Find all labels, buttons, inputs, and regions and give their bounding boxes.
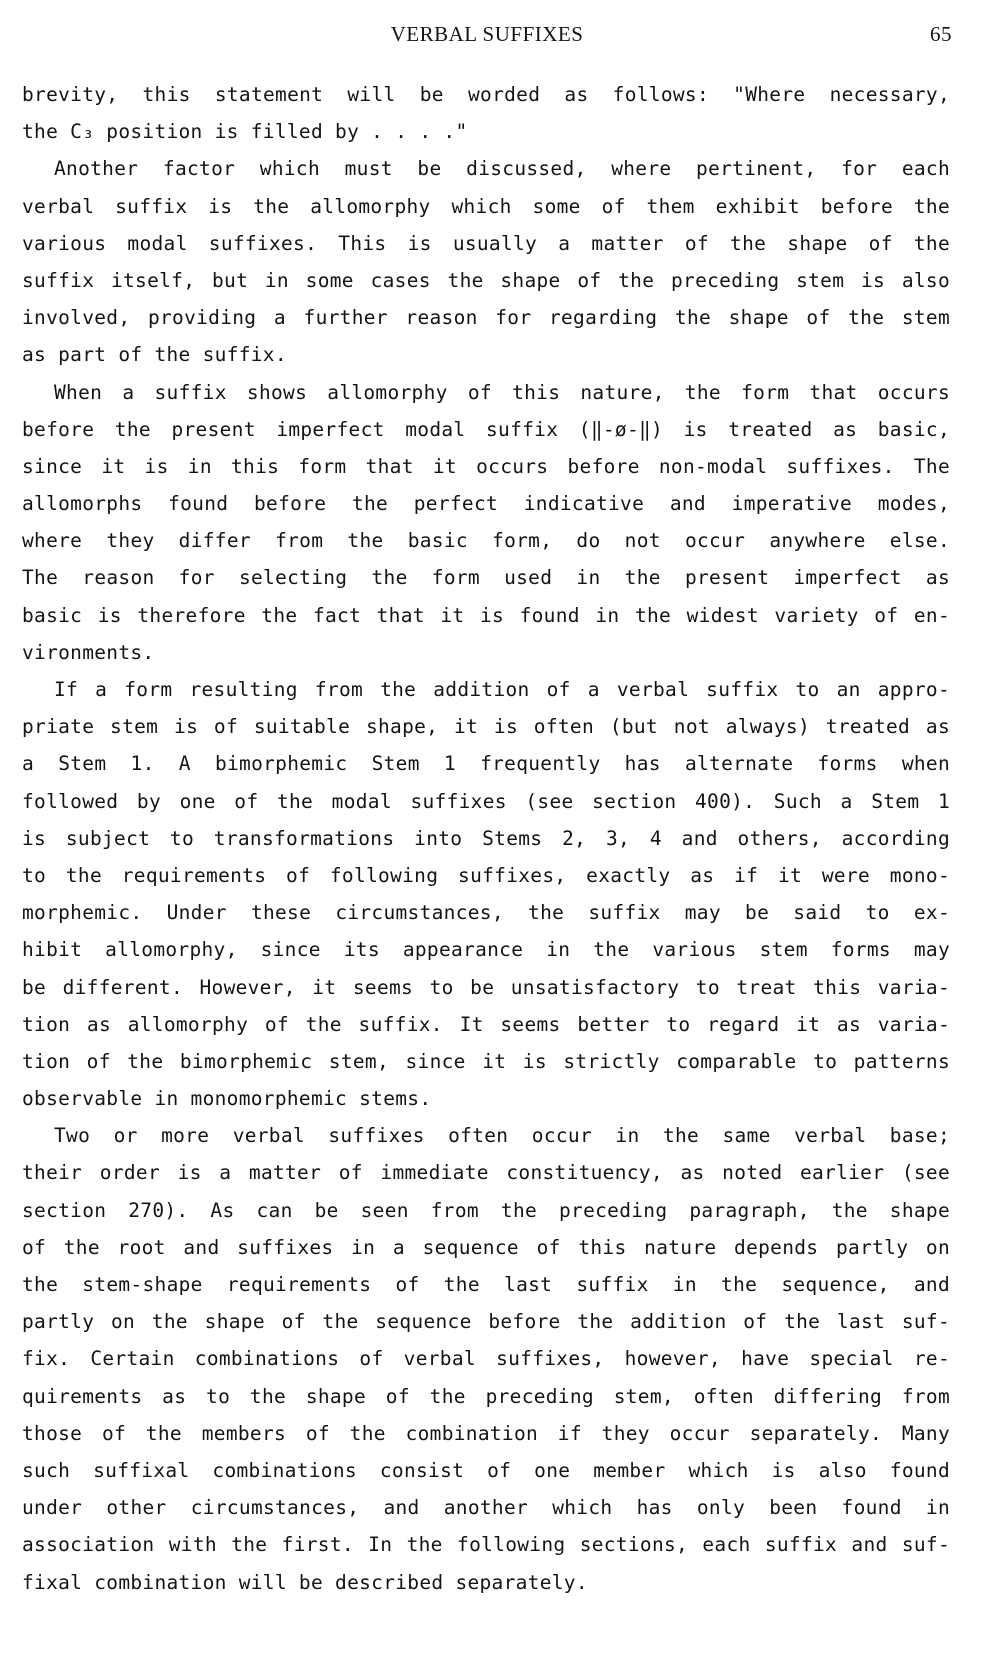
text-line: tion of the bimorphemic stem, since it is strictly comparable to patterns — [22, 1049, 950, 1073]
text-line: the C₃ position is filled by . . . ." — [22, 120, 468, 144]
running-head — [22, 22, 952, 52]
text-line: brevity, this statement will be worded as follows: "Where necessary, — [22, 83, 950, 106]
text-line: various modal suffixes. This is usually a matter of the shape of the — [22, 231, 950, 255]
text-line: vironments. — [22, 640, 155, 664]
text-line: section 270). As can be seen from the preceding paragraph, the shape — [22, 1198, 950, 1222]
text-line: When a suffix shows allomorphy of this nature, the form that occurs — [54, 380, 950, 404]
text-line: of the root and suffixes in a sequence of this nature depends partly on — [22, 1235, 950, 1259]
text-line: partly on the shape of the sequence before the addition of the last suf- — [22, 1310, 950, 1334]
text-line: hibit allomorphy, since its appearance in the various stem forms may — [22, 938, 950, 962]
text-line: their order is a matter of immediate constituency, as noted earlier (see — [22, 1161, 950, 1185]
text-line: be different. However, it seems to be unsatisfactory to treat this varia- — [22, 975, 950, 999]
text-line: observable in monomorphemic stems. — [22, 1087, 432, 1111]
text-line: a Stem 1. A bimorphemic Stem 1 frequently has alternate forms when — [22, 752, 950, 776]
text-line: The reason for selecting the form used in the present imperfect as — [22, 566, 950, 590]
text-line: those of the members of the combination if they occur separately. Many — [22, 1421, 950, 1445]
text-line: the stem-shape requirements of the last suffix in the sequence, and — [22, 1273, 950, 1296]
text-line: verbal suffix is the allomorphy which some of them exhibit before the — [22, 194, 950, 218]
text-line: involved, providing a further reason for regarding the shape of the stem — [22, 306, 950, 330]
text-line: as part of the suffix. — [22, 343, 287, 367]
text-line: such suffixal combinations consist of one member which is also found — [22, 1458, 950, 1482]
text-line: Another factor which must be discussed, where pertinent, for each — [54, 157, 950, 181]
text-line: Two or more verbal suffixes often occur in the same verbal base; — [54, 1124, 950, 1148]
text-line: fix. Certain combinations of verbal suffixes, however, have special re- — [22, 1347, 950, 1371]
text-line: basic is therefore the fact that it is found in the widest variety of en- — [22, 603, 950, 627]
text-line: priate stem is of suitable shape, it is often (but not always) treated as — [22, 715, 950, 739]
text-line: under other circumstances, and another which has only been found in — [22, 1496, 950, 1520]
text-line: before the present imperfect modal suffix (‖-ø-‖) is treated as basic, — [22, 417, 950, 441]
text-line: fixal combination will be described separately. — [22, 1570, 588, 1594]
text-line: to the requirements of following suffixes, exactly as if it were mono- — [22, 863, 950, 887]
text-line: followed by one of the modal suffixes (see section 400). Such a Stem 1 — [22, 789, 950, 813]
text-line: association with the first. In the following sections, each suffix and suf- — [22, 1533, 950, 1557]
text-line: allomorphs found before the perfect indicative and imperative modes, — [22, 492, 950, 516]
text-line: quirements as to the shape of the preceding stem, often differing from — [22, 1384, 950, 1408]
text-line: suffix itself, but in some cases the shape of the preceding stem is also — [22, 268, 950, 292]
text-line: If a form resulting from the addition of a verbal suffix to an appro- — [54, 678, 950, 701]
page-title: VERBAL SUFFIXES — [390, 22, 584, 46]
text-line: tion as allomorphy of the suffix. It seems better to regard it as varia- — [22, 1012, 950, 1036]
page-number: 65 — [930, 22, 952, 46]
text-line: where they differ from the basic form, do not occur anywhere else. — [22, 529, 950, 553]
body-text — [22, 76, 950, 1601]
text-line: since it is in this form that it occurs before non-modal suffixes. The — [22, 454, 950, 478]
text-line: is subject to transformations into Stems 2, 3, 4 and others, according — [22, 826, 950, 850]
text-line: morphemic. Under these circumstances, the suffix may be said to ex- — [22, 901, 950, 925]
